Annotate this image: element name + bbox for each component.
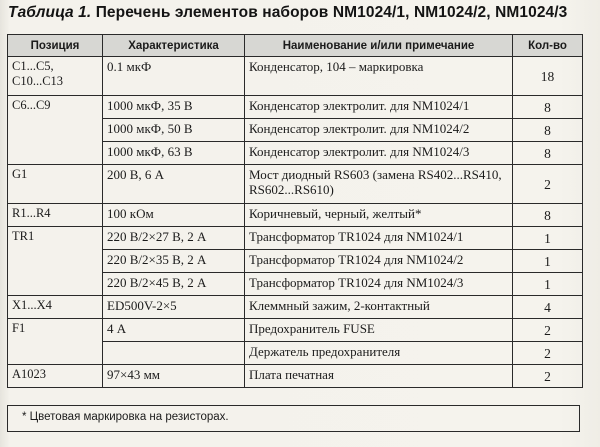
cell-characteristic: 97×43 мм (103, 365, 245, 388)
cell-quantity: 8 (513, 119, 583, 142)
cell-name: Плата печатная (245, 365, 513, 388)
cell-quantity: 1 (513, 273, 583, 296)
cell-characteristic: 0.1 мкФ (103, 57, 245, 96)
cell-name: Предохранитель FUSE (245, 319, 513, 342)
table-footnote: * Цветовая маркировка на резисторах. (7, 405, 580, 432)
cell-characteristic: 220 В/2×27 В, 2 А (103, 227, 245, 250)
header-characteristic: Характеристика (103, 35, 245, 57)
cell-quantity: 2 (513, 365, 583, 388)
cell-characteristic: ED500V-2×5 (103, 296, 245, 319)
cell-quantity: 2 (513, 319, 583, 342)
cell-position: F1 (8, 319, 103, 365)
cell-name: Конденсатор электролит. для NM1024/1 (245, 96, 513, 119)
cell-quantity: 8 (513, 142, 583, 165)
table-row (8, 296, 583, 319)
table-caption (8, 4, 598, 22)
cell-name: Трансформатор TR1024 для NM1024/1 (245, 227, 513, 250)
cell-quantity: 1 (513, 250, 583, 273)
table-header-row (8, 35, 583, 57)
cell-quantity: 18 (513, 57, 583, 96)
header-position: Позиция (8, 35, 103, 57)
header-quantity: Кол-во (513, 35, 583, 57)
components-table (7, 34, 583, 388)
cell-name: Конденсатор электролит. для NM1024/3 (245, 142, 513, 165)
cell-position: G1 (8, 165, 103, 204)
table-row (8, 57, 583, 96)
cell-characteristic: 1000 мкФ, 50 В (103, 119, 245, 142)
table-row (8, 319, 583, 342)
cell-characteristic: 100 кОм (103, 204, 245, 227)
table-row (8, 165, 583, 204)
cell-name: Конденсатор, 104 – маркировка (245, 57, 513, 96)
cell-characteristic: 1000 мкФ, 63 В (103, 142, 245, 165)
cell-position: C1...C5, C10...C13 (8, 57, 103, 96)
cell-characteristic: 4 А (103, 319, 245, 342)
cell-quantity: 8 (513, 96, 583, 119)
cell-position: R1...R4 (8, 204, 103, 227)
cell-position: X1...X4 (8, 296, 103, 319)
cell-name: Клеммный зажим, 2-контактный (245, 296, 513, 319)
cell-position: C6...C9 (8, 96, 103, 165)
cell-characteristic: 200 В, 6 А (103, 165, 245, 204)
cell-characteristic (103, 342, 245, 365)
table-row (8, 96, 583, 119)
table-row (8, 227, 583, 250)
cell-position: A1023 (8, 365, 103, 388)
table-row (8, 204, 583, 227)
cell-quantity: 2 (513, 342, 583, 365)
cell-quantity: 4 (513, 296, 583, 319)
cell-name: Трансформатор TR1024 для NM1024/3 (245, 273, 513, 296)
table-caption-text: Перечень элементов наборов NM1024/1, NM1024/2, NM1024/3 (95, 4, 568, 21)
cell-position: TR1 (8, 227, 103, 296)
cell-quantity: 2 (513, 165, 583, 204)
cell-characteristic: 220 В/2×35 В, 2 А (103, 250, 245, 273)
cell-name: Мост диодный RS603 (замена RS402...RS410, RS602...RS610) (245, 165, 513, 204)
cell-characteristic: 1000 мкФ, 35 В (103, 96, 245, 119)
cell-name: Коричневый, черный, желтый* (245, 204, 513, 227)
header-name-note: Наименование и/или примечание (245, 35, 513, 57)
cell-quantity: 1 (513, 227, 583, 250)
cell-name: Конденсатор электролит. для NM1024/2 (245, 119, 513, 142)
cell-characteristic: 220 В/2×45 В, 2 А (103, 273, 245, 296)
table-row (8, 365, 583, 388)
cell-name: Трансформатор TR1024 для NM1024/2 (245, 250, 513, 273)
cell-quantity: 8 (513, 204, 583, 227)
table-caption-label: Таблица 1. (8, 4, 92, 21)
cell-name: Держатель предохранителя (245, 342, 513, 365)
